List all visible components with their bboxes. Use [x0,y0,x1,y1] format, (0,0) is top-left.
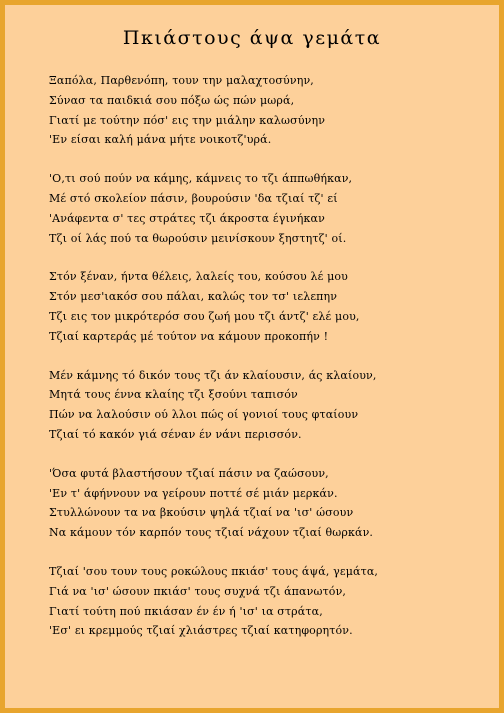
poem-line: Τζιαί τό κακόν γιά σέναν έν νάνι περισσόν. [49,427,302,441]
poem-line: Ξαπόλα, Παρθενόπη, τουν την μαλαχτοσύνην, [49,74,314,87]
poem-line: 'Εσ' ει κρεμμούς τζιαί χλιάστρες τζιαί κατηφορητόν. [49,624,353,638]
poem-page [5,5,499,708]
poem-line: Τζιαί καρτεράς μέ τούτον να κάμουν προκοπήν ! [49,329,329,343]
poem-line: Στόν ξέναν, ήντα θέλεις, λαλείς του, κούσου λέ μου [49,270,349,284]
poem-line: 'Εν τ' άφήννουν να γείρουν ποττέ σέ μιάν μερκάν. [49,486,338,500]
poem-line: Γιά να 'ισ' ώσουν πκιάσ' τους συχνά τζι άπανωτόν, [49,584,347,598]
poem-line: Γιατί με τούτην πόσ' εις την μιάλην καλωσύνην [49,113,326,127]
stanza [49,366,485,445]
poem-line: 'Εν είσαι καλή μάνα μήτε νοικοτζ'υρά. [49,133,272,147]
poem-line: Σύνασ τα παιδκιά σου πόξω ώς πών μωρά, [49,93,295,107]
stanza [49,562,485,641]
poem-line: Πών να λαλούσιν ού λλοι πώς οί γονιοί τους φταίουν [49,408,359,422]
poem-line: 'Όσα φυτά βλαστήσουν τζιαί πάσιν να ζαώσουν, [49,466,329,480]
poem-body [49,71,485,660]
poem-line: Τζι εις τον μικρότερόσ σου ζωή μου τζι άντζ' ελέ μου, [49,309,360,323]
poem-line: Τζι οί λάς πού τα θωρούσιν μεινίσκουν ξηστητζ' οί. [49,231,347,245]
poem-line: Μητά τους έννα κλαίης τζι ξσούνι ταπισόν [49,388,298,402]
stanza [49,464,485,543]
poem-line: Γιατί τούτη πού πκιάσαν έν έν ή 'ισ' ια στράτα, [49,604,323,618]
poem-line: Στυλλώνουν τα να βκούσιν ψηλά τζιαί να 'ισ' ώσουν [49,506,354,520]
stanza [49,267,485,346]
poem-line: Μέν κάμνης τό δικόν τους τζι άν κλαίουσιν, άς κλαίουν, [49,368,377,382]
poem-line: Να κάμουν τόν καρπόν τους τζιαί νάχουν τζιαί θωρκάν. [49,526,374,540]
stanza [49,169,485,248]
poem-line: Μέ στό σκολείον πάσιν, βουρούσιν 'δα τζιαί τζ' εί [49,191,338,205]
poem-line: 'Ανάφεντα σ' τες στράτες τζι άκροστα έγινήκαν [49,211,325,225]
poem-title: Πκιάστους άψα γεμάτα [122,27,382,49]
poem-line: Στόν μεσ'ιακόσ σου πάλαι, καλώς τον τσ' ιελεπην [49,290,338,304]
poem-line: 'Ο,τι σού πούν να κάμης, κάμνεις το τζι άππωθήκαν, [49,172,353,186]
poem-line: Τζιαί 'σου τουν τους ροκώλους πκιάσ' τους άψά, γεμάτα, [49,564,379,578]
stanza [49,71,485,150]
